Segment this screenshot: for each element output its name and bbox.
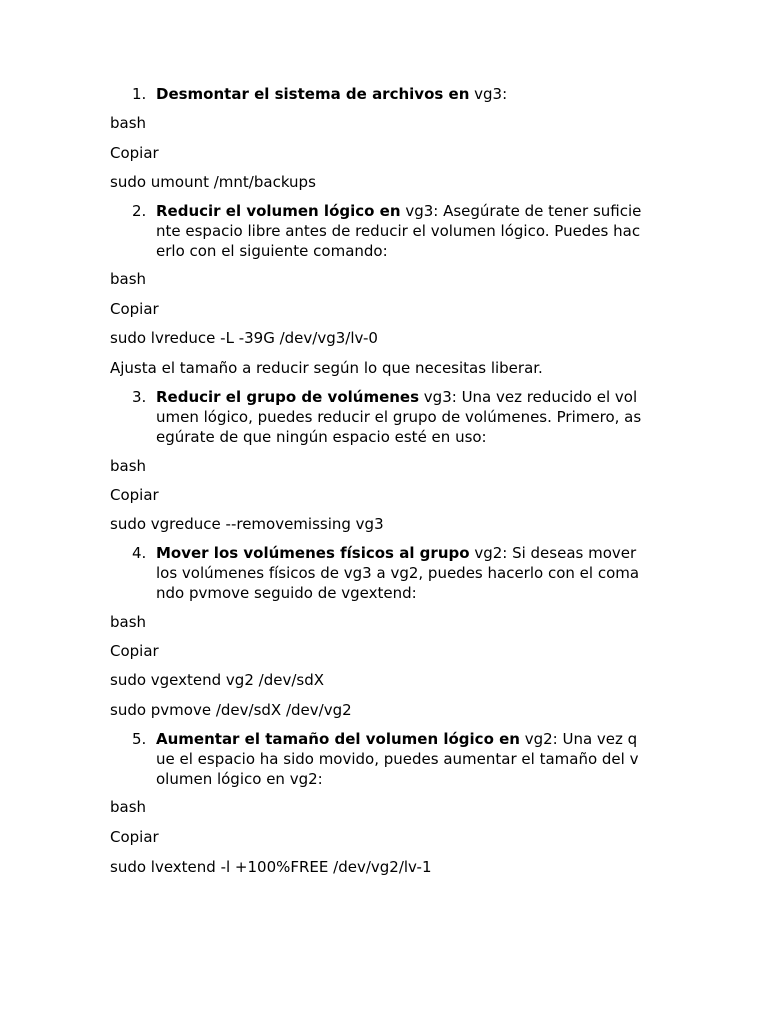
code-command: sudo vgextend vg2 /dev/sdX: [110, 671, 324, 689]
step-text-line: vg2: Si deseas mover: [469, 544, 637, 562]
step-title: Mover los volúmenes físicos al grupo: [156, 544, 470, 562]
step-title: Reducir el grupo de volúmenes: [156, 388, 420, 406]
code-command: sudo umount /mnt/backups: [110, 173, 316, 191]
step-number: 2.: [132, 202, 147, 220]
code-lang-label: bash: [110, 613, 147, 631]
step-number: 1.: [132, 85, 147, 103]
code-lang-label: bash: [110, 114, 147, 132]
step-number: 4.: [132, 544, 147, 562]
code-command: sudo pvmove /dev/sdX /dev/vg2: [110, 701, 352, 719]
step-text-line: vg3: Una vez reducido el vol: [419, 388, 638, 406]
step-text-line: los volúmenes físicos de vg3 a vg2, puedes hacerlo con el coma: [156, 564, 640, 582]
step-text: [156, 201, 660, 261]
code-lang-label: bash: [110, 270, 147, 288]
copy-button[interactable]: Copiar: [110, 828, 159, 846]
copy-button[interactable]: Copiar: [110, 144, 159, 162]
step-note: Ajusta el tamaño a reducir según lo que necesitas liberar.: [110, 359, 543, 377]
code-command: sudo lvreduce -L -39G /dev/vg3/lv-0: [110, 329, 378, 347]
copy-button[interactable]: Copiar: [110, 300, 159, 318]
code-command: sudo lvextend -l +100%FREE /dev/vg2/lv-1: [110, 858, 432, 876]
step-text-line: umen lógico, puedes reducir el grupo de volúmenes. Primero, as: [156, 408, 642, 426]
step-text-line: olumen lógico en vg2:: [156, 770, 323, 788]
code-lang-label: bash: [110, 798, 147, 816]
code-lang-label: bash: [110, 457, 147, 475]
step-text-line: vg3:: [469, 85, 508, 103]
copy-button[interactable]: Copiar: [110, 486, 159, 504]
step-text: [156, 543, 660, 603]
step-text: [156, 387, 660, 447]
step-text-line: ndo pvmove seguido de vgextend:: [156, 584, 417, 602]
step-text: [156, 729, 660, 789]
step-text-line: vg2: Una vez q: [519, 730, 638, 748]
step-number: 5.: [132, 730, 147, 748]
copy-button[interactable]: Copiar: [110, 642, 159, 660]
step-text-line: erlo con el siguiente comando:: [156, 242, 388, 260]
step-text-line: nte espacio libre antes de reducir el volumen lógico. Puedes hac: [156, 222, 641, 240]
step-text-line: egúrate de que ningún espacio esté en uso:: [156, 428, 487, 446]
step-number: 3.: [132, 388, 147, 406]
step-text: [156, 84, 660, 104]
code-command: sudo vgreduce --removemissing vg3: [110, 515, 384, 533]
step-title: Aumentar el tamaño del volumen lógico en: [156, 730, 520, 748]
step-text-line: vg3: Asegúrate de tener suficie: [400, 202, 642, 220]
step-title: Desmontar el sistema de archivos en: [156, 85, 470, 103]
step-text-line: ue el espacio ha sido movido, puedes aumentar el tamaño del v: [156, 750, 639, 768]
step-title: Reducir el volumen lógico en: [156, 202, 401, 220]
